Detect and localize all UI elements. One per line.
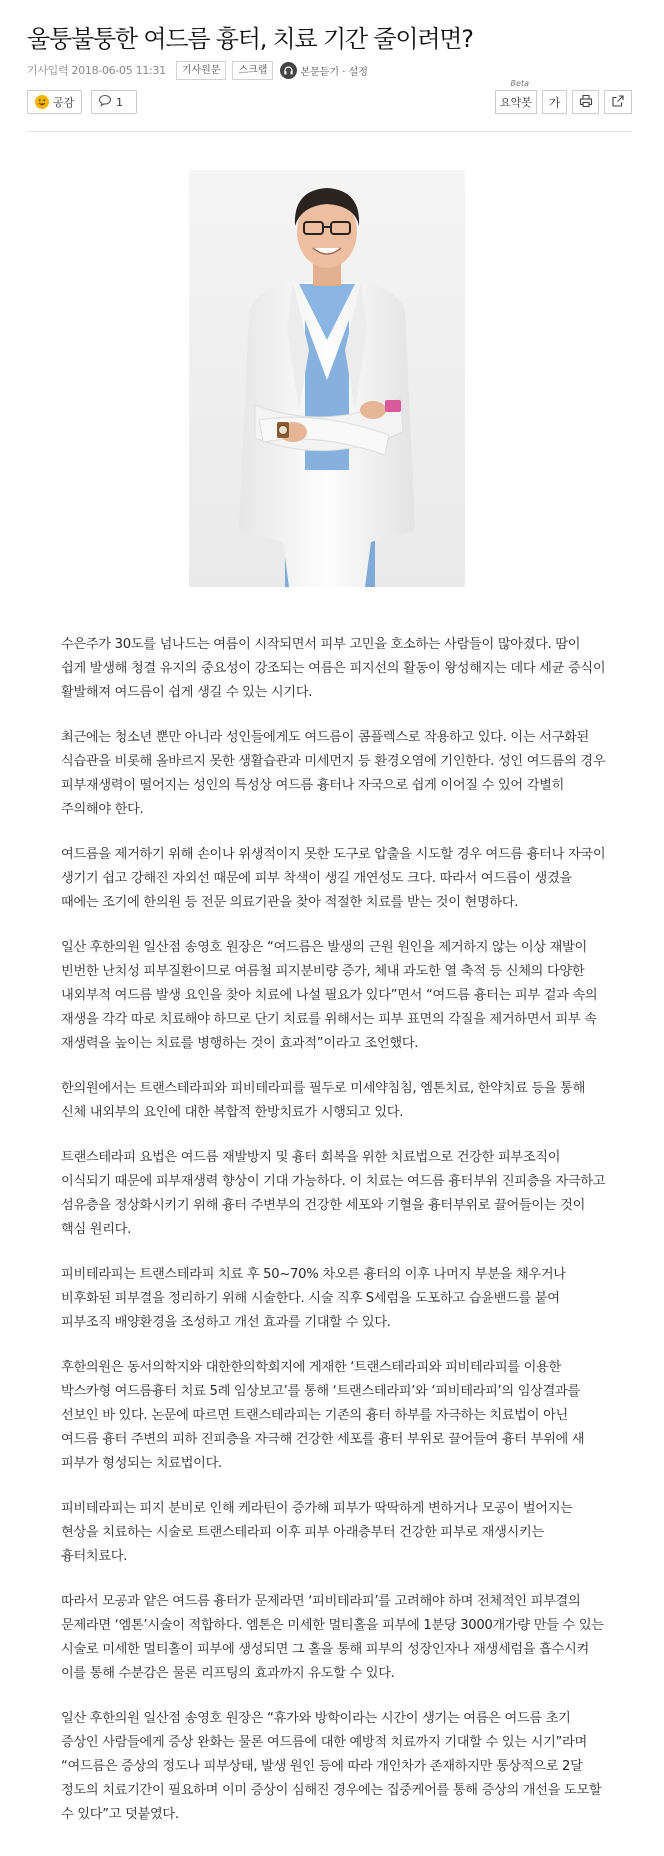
print-button[interactable] bbox=[572, 90, 599, 114]
article-paragraph: 한의원에서는 트랜스테라피와 피비테라피를 필두로 미세약침침, 엠톤치료, 한약치료 등을 통해 신체 내외부의 요인에 대한 복합적 한방치료가 시행되고 있다. bbox=[61, 1081, 586, 1120]
article-photo bbox=[189, 170, 465, 587]
printer-icon bbox=[579, 94, 593, 111]
article-date: 기사입력 2018-06-05 11:31 bbox=[27, 64, 166, 77]
header-divider bbox=[27, 131, 632, 132]
like-button[interactable] bbox=[27, 90, 82, 114]
article-paragraph: 피비테라피는 트랜스테라피 치료 후 50~70% 차오른 흉터의 이후 나머지 부분을 채우거나 비후화된 피부결을 정리하기 위해 시술한다. 시술 직후 S세럼을 도포하고 습윤밴드를 붙여 피부조직 배양환경을 조성하고 개선 효과를 기대할 수 있다. bbox=[61, 1267, 566, 1330]
doctor-photo-illustration bbox=[189, 170, 465, 587]
font-size-button[interactable]: 가 bbox=[542, 90, 567, 114]
scrap-button[interactable]: 스크랩 bbox=[232, 61, 273, 80]
article-paragraph: 일산 후한의원 일산점 송영호 원장은 “여드름은 발생의 근원 원인을 제거하지 않는 이상 재발이 빈번한 난치성 피부질환이므로 여름철 피지분비량 증가, 체내 과도한 열 축적 등 신체의 다양한 내외부적 여드름 발생 요인을 찾아 치료에 나설 필요가 있다”면서 “여드름 흉터는 피부 겉과 속의 재생을 각각 따로 치료해야 하므로 단기 치료를 위해서는 피부 표면의 각질을 제거하면서 피부 속 재생력을 높이는 치료를 병행하는 것이 효과적”이라고 조언했다. bbox=[61, 940, 598, 1051]
listen-article-button[interactable] bbox=[280, 62, 368, 79]
headphone-icon bbox=[280, 62, 297, 79]
comment-count: 1 bbox=[116, 95, 123, 109]
article-paragraph: 일산 후한의원 일산점 송영호 원장은 “휴가와 방학이라는 시간이 생기는 여름은 여드름 초기 증상인 사람들에게 증상 완화는 물론 여드름에 대한 예방적 치료까지 기대할 수 있는 시기”라며 “여드름은 증상의 정도나 피부상태, 발생 원인 등에 따라 개인차가 존재하지만 통상적으로 2달 정도의 치료기간이 필요하며 이미 증상이 심해진 경우에는 집중케어를 통해 증상의 개선을 도모할 수 있다”고 덧붙였다. bbox=[61, 1711, 602, 1822]
share-icon bbox=[611, 94, 625, 111]
like-label: 공감 bbox=[53, 96, 75, 109]
article-paragraph: 여드름을 제거하기 위해 손이나 위생적이지 못한 도구로 압출을 시도할 경우 여드름 흉터나 자국이 생기기 쉽고 강해진 자외선 때문에 피부 착색이 생길 개연성도 크다. 따라서 여드름이 생겼을 때에는 조기에 한의원 등 전문 의료기관을 찾아 적절한 치료를 받는 것이 현명하다. bbox=[61, 847, 606, 910]
article-paragraph: 수은주가 30도를 넘나드는 여름이 시작되면서 피부 고민을 호소하는 사람들이 많아졌다. 땀이 쉽게 발생해 청결 유지의 중요성이 강조되는 여름은 피지선의 활동이 왕성해지는 데다 세균 증식이 활발해져 여드름이 쉽게 생길 수 있는 시기다. bbox=[61, 637, 606, 700]
speech-bubble-icon bbox=[98, 94, 112, 110]
article-paragraph: 피비테라피는 피지 분비로 인해 케라틴이 증가해 피부가 딱딱하게 변하거나 모공이 벌어지는 현상을 치료하는 시술로 트랜스테라피 이후 피부 아래층부터 건강한 피부로 재생시키는 흉터치료다. bbox=[61, 1501, 573, 1564]
share-button[interactable] bbox=[604, 90, 632, 114]
article-paragraph: 트랜스테라피 요법은 여드름 재발방지 및 흉터 회복을 위한 치료법으로 건강한 피부조직이 이식되기 때문에 피부재생력 향상이 기대 가능하다. 이 치료는 여드름 흉터부위 진피층을 자극하고 섬유층을 정상화시키기 위해 흉터 주변부의 건강한 세포와 기혈을 흉터부위로 끌어들이는 것이 핵심 원리다. bbox=[61, 1150, 606, 1237]
listen-label: 본문듣기 · 설정 bbox=[300, 66, 368, 78]
article-paragraph: 따라서 모공과 얕은 여드름 흉터가 문제라면 ‘피비테라피’를 고려해야 하며 전체적인 피부결의 문제라면 ‘엠톤’시술이 적합하다. 엠톤은 미세한 멀티홀을 피부에 1분당 3000개가량 만들 수 있는 시술로 미세한 멀티홀이 피부에 생성되면 그 홀을 통해 피부의 성장인자나 재생세럼을 흡수시켜 이를 통해 수분감은 물론 리프팅의 효과까지 유도할 수 있다. bbox=[61, 1594, 604, 1681]
article-paragraph: 후한의원은 동서의학지와 대한한의학회지에 게재한 ‘트랜스테라피와 피비테라피를 이용한 박스카형 여드름흉터 치료 5례 임상보고’를 통해 ‘트랜스테라피’와 ‘피비테라피’의 임상결과를 선보인 바 있다. 논문에 따르면 트랜스테라피는 기존의 흉터 하부를 자극하는 치료법이 아닌 여드름 흉터 주변의 피하 진피층을 자극해 건강한 세포를 흉터 부위로 끌어들여 흉터 부위에 새 피부가 형성되는 치료법이다. bbox=[61, 1360, 585, 1471]
article-meta bbox=[27, 60, 368, 80]
article-body bbox=[61, 633, 606, 1848]
article-title: 울퉁불퉁한 여드름 흉터, 치료 기간 줄이려면? bbox=[27, 25, 473, 53]
article-paragraph: 최근에는 청소년 뿐만 아니라 성인들에게도 여드름이 콤플렉스로 작용하고 있다. 이는 서구화된 식습관을 비롯해 올바르지 못한 생활습관과 미세먼지 등 환경오염에 기인한다. 성인 여드름의 경우 피부재생력이 떨어지는 성인의 특성상 여드름 흉터나 자국으로 쉽게 이어질 수 있어 각별히 주의해야 한다. bbox=[61, 730, 606, 817]
beta-label: Beta bbox=[510, 79, 529, 88]
article-toolbar bbox=[27, 79, 632, 116]
summary-bot-button[interactable]: 요약봇 bbox=[495, 90, 537, 114]
smile-icon bbox=[35, 95, 49, 109]
original-article-button[interactable]: 기사원문 bbox=[176, 61, 227, 80]
comment-button[interactable] bbox=[91, 90, 137, 114]
